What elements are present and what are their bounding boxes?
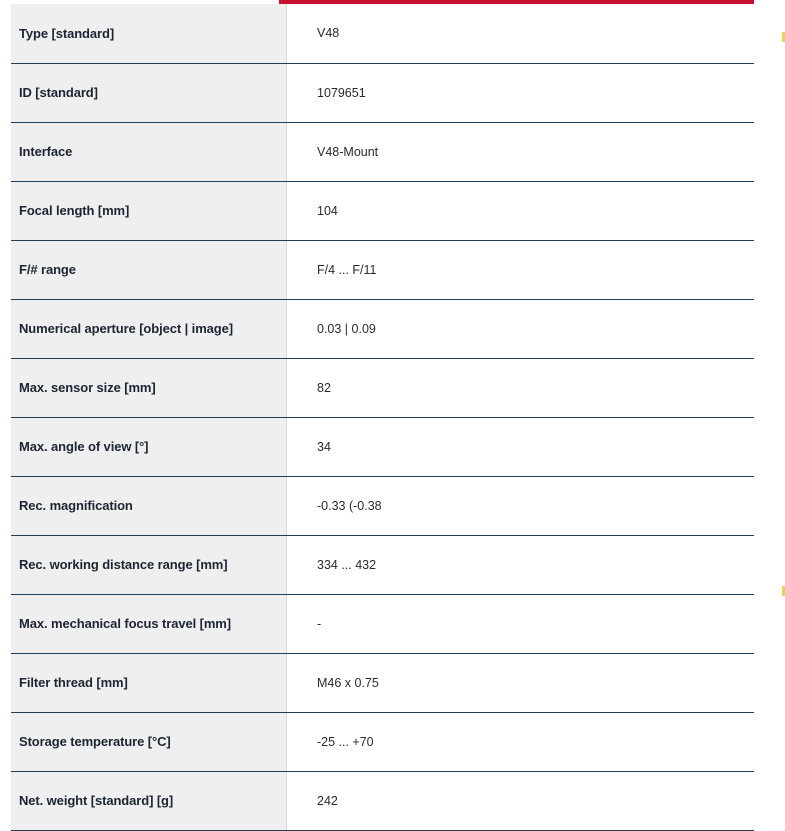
table-row	[11, 240, 754, 299]
spec-value: 0.03 | 0.09	[287, 299, 755, 358]
spec-label: Rec. magnification	[11, 476, 287, 535]
spec-value: 104	[287, 181, 755, 240]
spec-label: Max. angle of view [°]	[11, 417, 287, 476]
spec-value: 334 ... 432	[287, 535, 755, 594]
spec-value: 34	[287, 417, 755, 476]
table-row	[11, 181, 754, 240]
spec-label: Storage temperature [°C]	[11, 712, 287, 771]
specification-table	[11, 4, 754, 831]
table-row	[11, 4, 754, 63]
spec-label: Interface	[11, 122, 287, 181]
spec-label: Rec. working distance range [mm]	[11, 535, 287, 594]
table-row	[11, 63, 754, 122]
spec-label: Filter thread [mm]	[11, 653, 287, 712]
spec-value: F/4 ... F/11	[287, 240, 755, 299]
table-row	[11, 122, 754, 181]
spec-value: V48-Mount	[287, 122, 755, 181]
spec-value: 82	[287, 358, 755, 417]
table-row	[11, 358, 754, 417]
spec-label: F/# range	[11, 240, 287, 299]
table-row	[11, 299, 754, 358]
spec-value: 1079651	[287, 63, 755, 122]
spec-label: Max. mechanical focus travel [mm]	[11, 594, 287, 653]
spec-value: V48	[287, 4, 755, 63]
spec-value: -25 ... +70	[287, 712, 755, 771]
table-row	[11, 594, 754, 653]
spec-value: -0.33 (-0.38	[287, 476, 755, 535]
spec-label: Type [standard]	[11, 4, 287, 63]
spec-label: Net. weight [standard] [g]	[11, 771, 287, 830]
table-row	[11, 771, 754, 830]
table-row	[11, 476, 754, 535]
spec-value: 242	[287, 771, 755, 830]
table-row	[11, 417, 754, 476]
spec-label: Focal length [mm]	[11, 181, 287, 240]
spec-label: Max. sensor size [mm]	[11, 358, 287, 417]
spec-label: Numerical aperture [object | image]	[11, 299, 287, 358]
spec-label: ID [standard]	[11, 63, 287, 122]
table-row	[11, 653, 754, 712]
spec-value: M46 x 0.75	[287, 653, 755, 712]
table-row	[11, 712, 754, 771]
table-row	[11, 535, 754, 594]
spec-value: -	[287, 594, 755, 653]
